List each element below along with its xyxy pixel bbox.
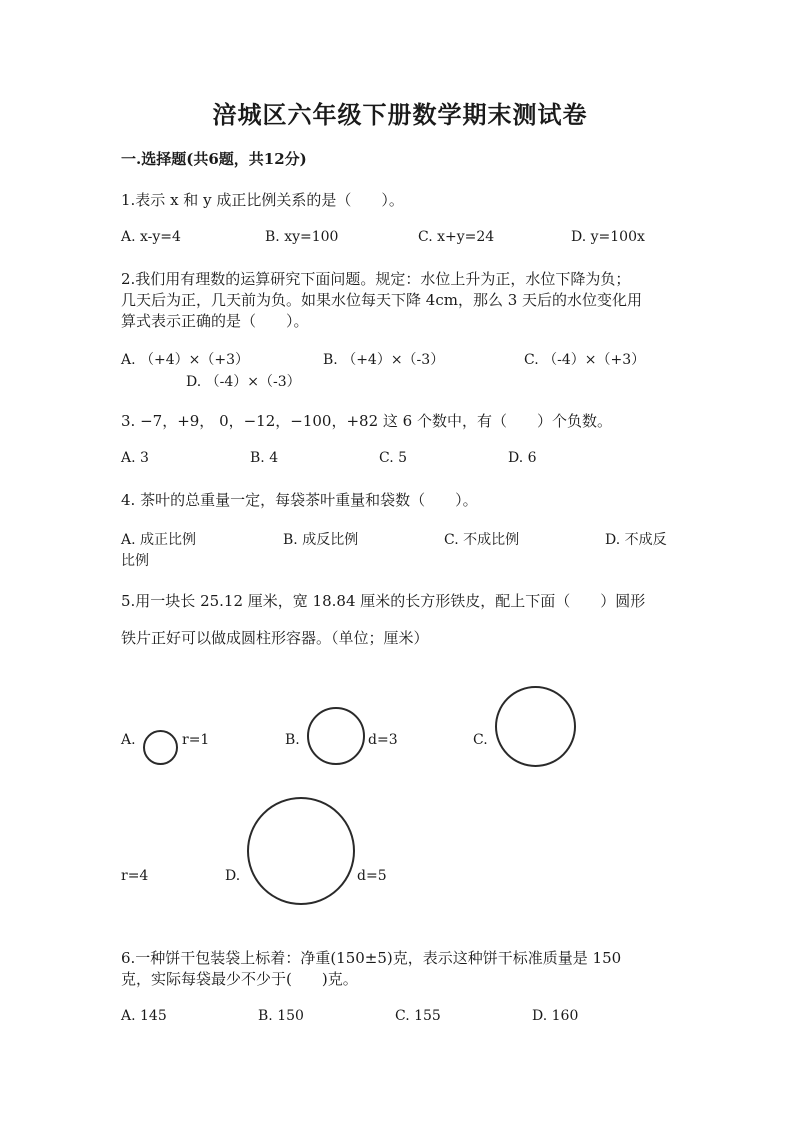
question-3-option-a: A. 3	[121, 450, 149, 466]
question-2-line-1: 2.我们用有理数的运算研究下面问题。规定：水位上升为正，水位下降为负；	[121, 270, 631, 288]
question-2-option-a: A. （+4）×（+3）	[121, 352, 250, 368]
question-4-option-d-continued: 比例	[121, 553, 149, 569]
question-1-stem: 1.表示 x 和 y 成正比例关系的是（ ）。	[121, 191, 404, 209]
option-d-label: D.	[225, 868, 241, 884]
option-c-label: C.	[473, 732, 488, 748]
question-3-stem: 3. −7，+9， 0，−12，−100，+82 这 6 个数中，有（ ）个负数。	[121, 412, 612, 430]
question-3-option-b: B. 4	[250, 450, 279, 466]
option-d-diameter: d=5	[357, 868, 387, 884]
question-2-line-3: 算式表示正确的是（ ）。	[121, 312, 309, 330]
question-2-line-2: 几天后为正，几天前为负。如果水位每天下降 4cm，那么 3 天后的水位变化用	[121, 291, 643, 309]
question-1-option-a: A. x-y=4	[121, 229, 181, 245]
section-heading: 一.选择题(共6题，共12分)	[121, 150, 307, 168]
question-1-option-b: B. xy=100	[265, 229, 339, 245]
question-6-option-a: A. 145	[121, 1008, 167, 1024]
option-a-circle	[143, 730, 178, 765]
question-5-line-2: 铁片正好可以做成圆柱形容器。（单位；厘米）	[121, 629, 429, 647]
question-4-option-d: D. 不成反	[605, 532, 667, 548]
option-d-circle	[247, 797, 355, 905]
option-c-radius: r=4	[121, 868, 149, 884]
question-6-line-2: 克，实际每袋最少不少于( )克。	[121, 970, 358, 988]
question-5-line-1: 5.用一块长 25.12 厘米，宽 18.84 厘米的长方形铁皮，配上下面（ ）圆形	[121, 592, 646, 610]
question-4-option-a: A. 成正比例	[121, 532, 197, 548]
question-3-option-d: D. 6	[508, 450, 537, 466]
question-2-option-d: D. （-4）×（-3）	[186, 374, 301, 390]
option-b-label: B.	[285, 732, 300, 748]
option-a-radius: r=1	[182, 732, 210, 748]
question-6-option-d: D. 160	[532, 1008, 579, 1024]
option-c-circle	[495, 686, 576, 767]
question-1-option-c: C. x+y=24	[418, 229, 495, 245]
option-a-label: A.	[121, 732, 136, 748]
question-2-option-c: C. （-4）×（+3）	[524, 352, 646, 368]
question-6-option-c: C. 155	[395, 1008, 441, 1024]
question-6-option-b: B. 150	[258, 1008, 304, 1024]
question-6-line-1: 6.一种饼干包装袋上标着：净重(150±5)克，表示这种饼干标准质量是 150	[121, 949, 622, 967]
question-3-option-c: C. 5	[379, 450, 408, 466]
question-4-option-c: C. 不成比例	[444, 532, 520, 548]
question-4-stem: 4. 茶叶的总重量一定，每袋茶叶重量和袋数（ ）。	[121, 491, 478, 509]
question-2-option-b: B. （+4）×（-3）	[323, 352, 445, 368]
option-b-circle	[307, 707, 365, 765]
question-4-option-b: B. 成反比例	[283, 532, 359, 548]
option-b-diameter: d=3	[368, 732, 398, 748]
page-title: 涪城区六年级下册数学期末测试卷	[212, 100, 588, 129]
question-1-option-d: D. y=100x	[571, 229, 645, 245]
